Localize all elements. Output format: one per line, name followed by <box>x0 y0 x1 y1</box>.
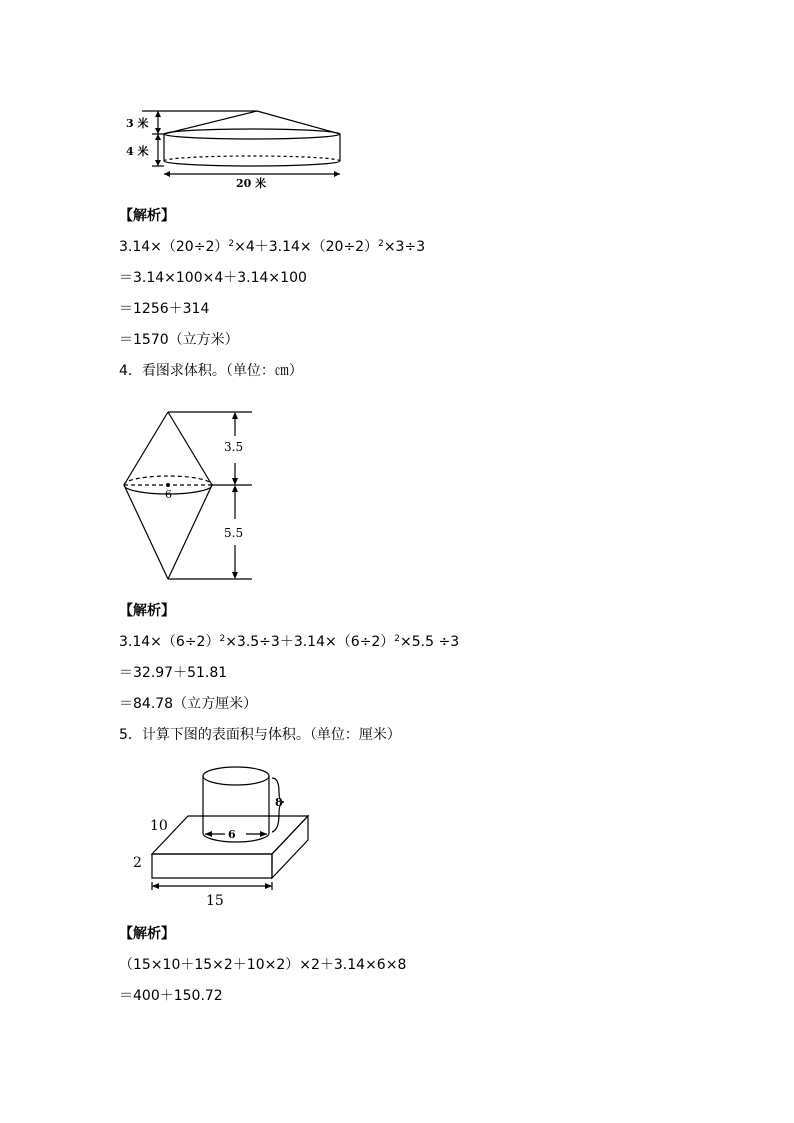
fig3-label-height: 8 <box>275 796 283 809</box>
solution-line: $3.14\times(20\div 2)^2\times 4+3.14\times(20\div 2)^2\times 3\div 3$ <box>119 239 426 255</box>
question-4: 4．看图求体积。（单位：㎝） <box>119 363 303 379</box>
fig2-label-diameter: 6 <box>165 488 172 501</box>
fig1-label-width: 20 米 <box>236 177 267 190</box>
fig3-label-diameter: 6 <box>228 828 236 841</box>
fig2-label-bottom: 5.5 <box>224 526 244 540</box>
solution-line: （15×10＋15×2＋10×2）×2＋3.14×6×8 <box>119 957 407 973</box>
solution-line: ＝400＋150.72 <box>119 988 223 1004</box>
solution-heading: 【解析】 <box>119 926 175 942</box>
cylinder-on-cuboid-figure <box>130 762 330 910</box>
solution-line: ＝1570（立方米） <box>119 332 239 348</box>
fig1-label-bottom: 4 米 <box>126 145 149 158</box>
fig1-label-top: 3 米 <box>126 117 149 130</box>
solution-heading: 【解析】 <box>119 208 175 224</box>
solution-line: $3.14\times(6\div 2)^2\times 3.5\div 3+3.14\times(6\div 2)^2\times 5.5 \div 3$ <box>119 634 460 650</box>
fig3-label-length: 15 <box>206 893 224 909</box>
cylinder-cone-figure <box>120 105 350 190</box>
solution-line: ＝84.78（立方厘米） <box>119 696 258 712</box>
solution-line: ＝3.14×100×4＋3.14×100 <box>119 270 307 286</box>
question-5: 5．计算下图的表面积与体积。（单位：厘米） <box>119 727 401 743</box>
solution-line: ＝32.97＋51.81 <box>119 665 228 681</box>
solution-line: ＝1256＋314 <box>119 301 210 317</box>
double-cone-figure <box>118 405 258 585</box>
fig3-label-thickness: 2 <box>133 855 142 871</box>
fig3-label-depth: 10 <box>150 818 168 834</box>
solution-heading: 【解析】 <box>119 603 175 619</box>
fig2-label-top: 3.5 <box>224 440 244 454</box>
